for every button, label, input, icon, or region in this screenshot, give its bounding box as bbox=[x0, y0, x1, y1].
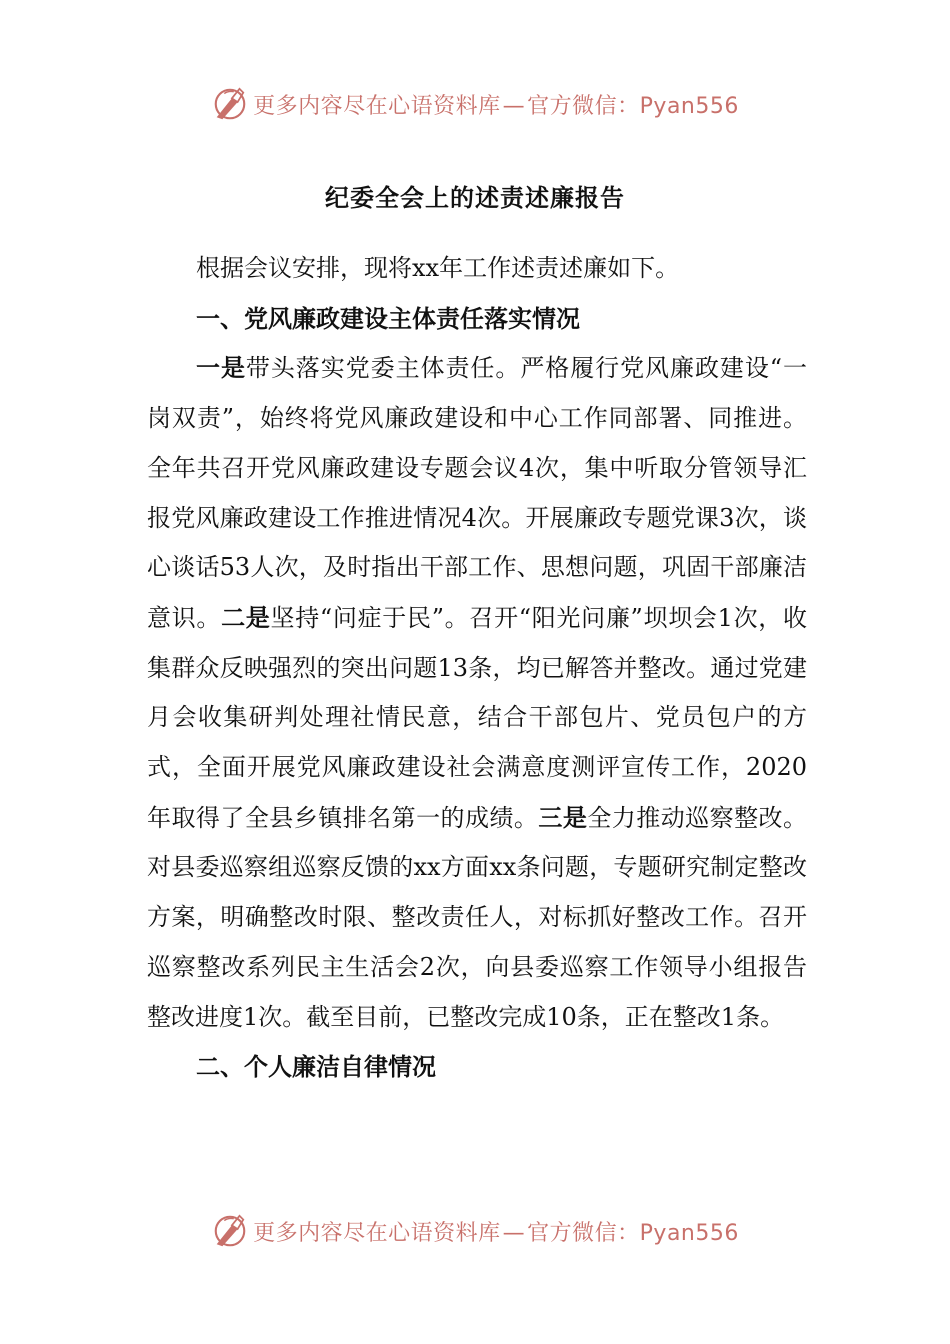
section1-paragraph bbox=[147, 343, 807, 1042]
point-2-lead: 二是 bbox=[221, 602, 271, 632]
point-1-lead: 一是 bbox=[196, 353, 246, 383]
point-3-lead: 三是 bbox=[538, 802, 588, 832]
pen-nib-circle-logo-icon bbox=[211, 1212, 249, 1250]
document-body bbox=[147, 244, 807, 1092]
footer-watermark-banner bbox=[0, 1211, 950, 1251]
point-1-text: 带头落实党委主体责任。严格履行党风廉政建设“一岗双责”，始终将党风廉政建设和中心工作同部署、同推进。全年共召开党风廉政建设专题会议4次，集中听取分管领导汇报党风廉政建设工作推进情况4次。开展廉政专题党课3次，谈心谈话53人次，及时指出干部工作、思想问题，巩固干部廉洁意识。 bbox=[147, 354, 807, 632]
pen-nib-circle-logo-icon bbox=[211, 85, 249, 123]
section-heading-2: 二、个人廉洁自律情况 bbox=[196, 1052, 436, 1082]
document-title: 纪委全会上的述责述廉报告 bbox=[325, 183, 625, 212]
section-heading-1: 一、党风廉政建设主体责任落实情况 bbox=[196, 303, 580, 333]
header-watermark-banner bbox=[0, 84, 950, 124]
point-2-text: 坚持“问症于民”。召开“阳光问廉”坝坝会1次，收集群众反映强烈的突出问题13条，均已解答并整改。通过党建月会收集研判处理社情民意，结合干部包片、党员包户的方式，全面开展党风廉政建设社会满意度测评宣传工作，2020年取得了全县乡镇排名第一的成绩。 bbox=[147, 603, 807, 832]
point-3-text: 全力推动巡察整改。对县委巡察组巡察反馈的xx方面xx条问题，专题研究制定整改方案，明确整改时限、整改责任人，对标抓好整改工作。召开巡察整改系列民主生活会2次，向县委巡察工作领导小组报告整改进度1次。截至目前，已整改完成10条，正在整改1条。 bbox=[147, 803, 808, 1031]
banner-text: 更多内容尽在心语资料库—官方微信：Pyan556 bbox=[253, 1220, 739, 1246]
intro-paragraph: 根据会议安排，现将xx年工作述责述廉如下。 bbox=[196, 254, 680, 282]
banner-text: 更多内容尽在心语资料库—官方微信：Pyan556 bbox=[253, 93, 739, 119]
